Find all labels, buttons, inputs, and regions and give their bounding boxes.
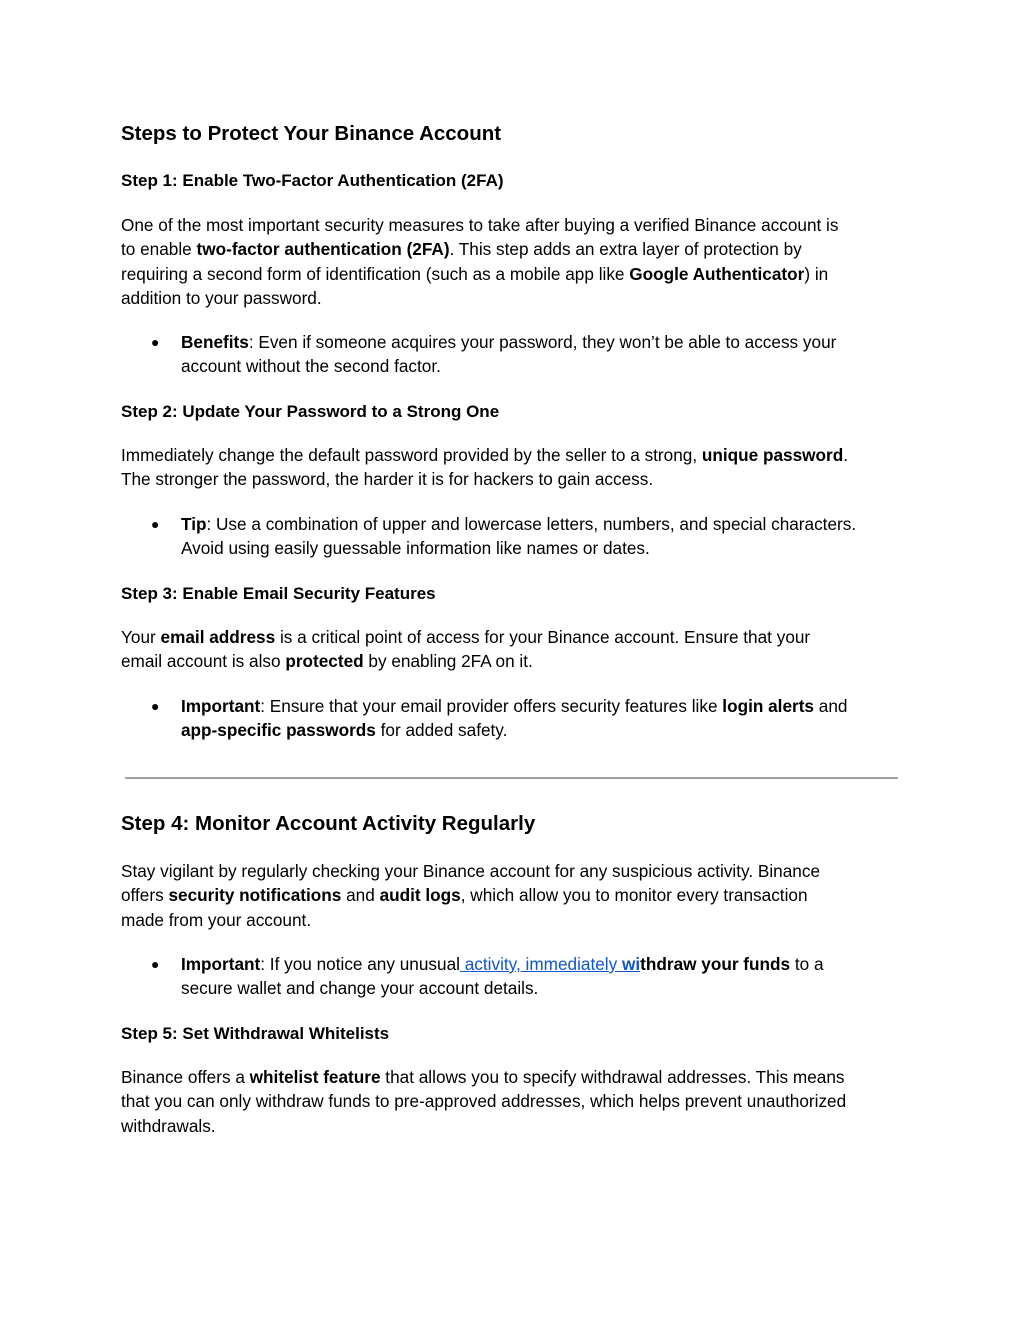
step1-line-1: One of the most important security measures to take after buying a verified Binance account is	[121, 215, 839, 235]
step1-bullet	[181, 330, 921, 379]
bold-term: app-specific passwords	[181, 720, 376, 741]
bold-term: thdraw your funds	[640, 954, 791, 974]
bullet-line-2: Avoid using easily guessable information like names or dates.	[181, 538, 650, 559]
bullet-line-1	[181, 330, 921, 354]
text-run: requiring a second form of identification (such as a mobile app like	[121, 263, 630, 284]
bullet-dot: ●	[151, 516, 160, 532]
text-run: to enable	[121, 239, 197, 260]
step4-bullet	[181, 952, 921, 1001]
text-run: that allows you to specify withdrawal addresses. This means	[380, 1067, 845, 1087]
step2-line-1	[121, 443, 911, 467]
bold-term: unique password	[701, 445, 844, 465]
text-run: .	[843, 445, 849, 465]
text-run: Your	[121, 627, 161, 647]
bullet-label: Important	[181, 954, 261, 974]
bullet-line-2: secure wallet and change your account details.	[181, 978, 539, 999]
step4-line-1: Stay vigilant by regularly checking your Binance account for any suspicious activity. Binance	[121, 861, 820, 881]
step1-line-2	[121, 237, 911, 261]
horizontal-rule	[125, 777, 898, 779]
bullet-dot: ●	[151, 334, 160, 350]
text-run: is a critical point of access for your Binance account. Ensure that your	[275, 627, 811, 647]
step3-paragraph	[121, 625, 911, 674]
step4-heading: Step 4: Monitor Account Activity Regularly	[121, 812, 536, 835]
step4-line-2	[121, 883, 911, 907]
bullet-label: Important	[181, 696, 261, 716]
text-run: and	[341, 885, 380, 906]
bold-term: security notifications	[168, 885, 342, 906]
bullet-line-1	[181, 952, 921, 976]
step3-heading: Step 3: Enable Email Security Features	[121, 584, 436, 603]
link-bold-text[interactable]: wi	[622, 954, 641, 974]
text-run: for added safety.	[375, 720, 508, 741]
text-run: : Use a combination of upper and lowercase letters, numbers, and special characters.	[206, 514, 857, 534]
bold-term: audit logs	[379, 885, 461, 906]
step1-line-4: addition to your password.	[121, 287, 322, 308]
text-run: to a	[790, 954, 824, 974]
step4-paragraph	[121, 859, 911, 932]
text-run: Binance offers a	[121, 1067, 250, 1087]
bold-term: protected	[285, 651, 364, 672]
text-run: email account is also	[121, 651, 286, 672]
bullet-line-2	[181, 718, 921, 742]
step5-line-3: withdrawals.	[121, 1115, 216, 1136]
bullet-line-1	[181, 512, 921, 536]
bold-term: Google Authenticator	[629, 263, 805, 284]
text-run: by enabling 2FA on it.	[363, 651, 533, 672]
step2-heading: Step 2: Update Your Password to a Strong One	[121, 402, 500, 421]
activity-link[interactable]	[460, 954, 640, 974]
text-run: ) in	[804, 263, 829, 284]
step3-line-1	[121, 625, 911, 649]
text-run: Immediately change the default password provided by the seller to a strong,	[121, 445, 702, 465]
text-run: : If you notice any unusual	[260, 954, 460, 974]
bullet-label: Benefits	[181, 332, 249, 352]
step5-paragraph	[121, 1065, 911, 1138]
bold-term: whitelist feature	[249, 1067, 381, 1087]
text-run: offers	[121, 885, 169, 906]
step5-heading: Step 5: Set Withdrawal Whitelists	[121, 1024, 390, 1043]
bullet-dot: ●	[151, 698, 160, 714]
bullet-line-2: account without the second factor.	[181, 356, 441, 377]
bullet-dot: ●	[151, 956, 160, 972]
text-run: : Ensure that your email provider offers security features like	[260, 696, 723, 716]
page-title: Steps to Protect Your Binance Account	[121, 122, 502, 145]
bullet-label: Tip	[181, 514, 207, 534]
step1-line-3	[121, 262, 911, 286]
bold-term: two-factor authentication (2FA)	[196, 239, 450, 260]
text-run: and	[813, 696, 848, 716]
step2-paragraph	[121, 443, 911, 492]
step3-bullet	[181, 694, 921, 743]
step2-line-2: The stronger the password, the harder it is for hackers to gain access.	[121, 469, 654, 490]
step1-paragraph	[121, 213, 911, 310]
link-text[interactable]: activity, immediately	[459, 954, 622, 974]
step2-bullet	[181, 512, 921, 561]
step1-heading: Step 1: Enable Two-Factor Authentication (2FA)	[121, 171, 504, 190]
step5-line-1	[121, 1065, 911, 1089]
text-run: , which allow you to monitor every transaction	[460, 885, 808, 906]
text-run: . This step adds an extra layer of protection by	[449, 239, 802, 260]
bold-term: login alerts	[722, 696, 814, 716]
step3-line-2	[121, 649, 911, 673]
bold-term: email address	[160, 627, 276, 647]
step5-line-2: that you can only withdraw funds to pre-approved addresses, which helps prevent unauthorized	[121, 1091, 847, 1112]
text-run: : Even if someone acquires your password, they won’t be able to access your	[248, 332, 837, 352]
bullet-line-1	[181, 694, 921, 718]
step4-line-3: made from your account.	[121, 909, 312, 930]
